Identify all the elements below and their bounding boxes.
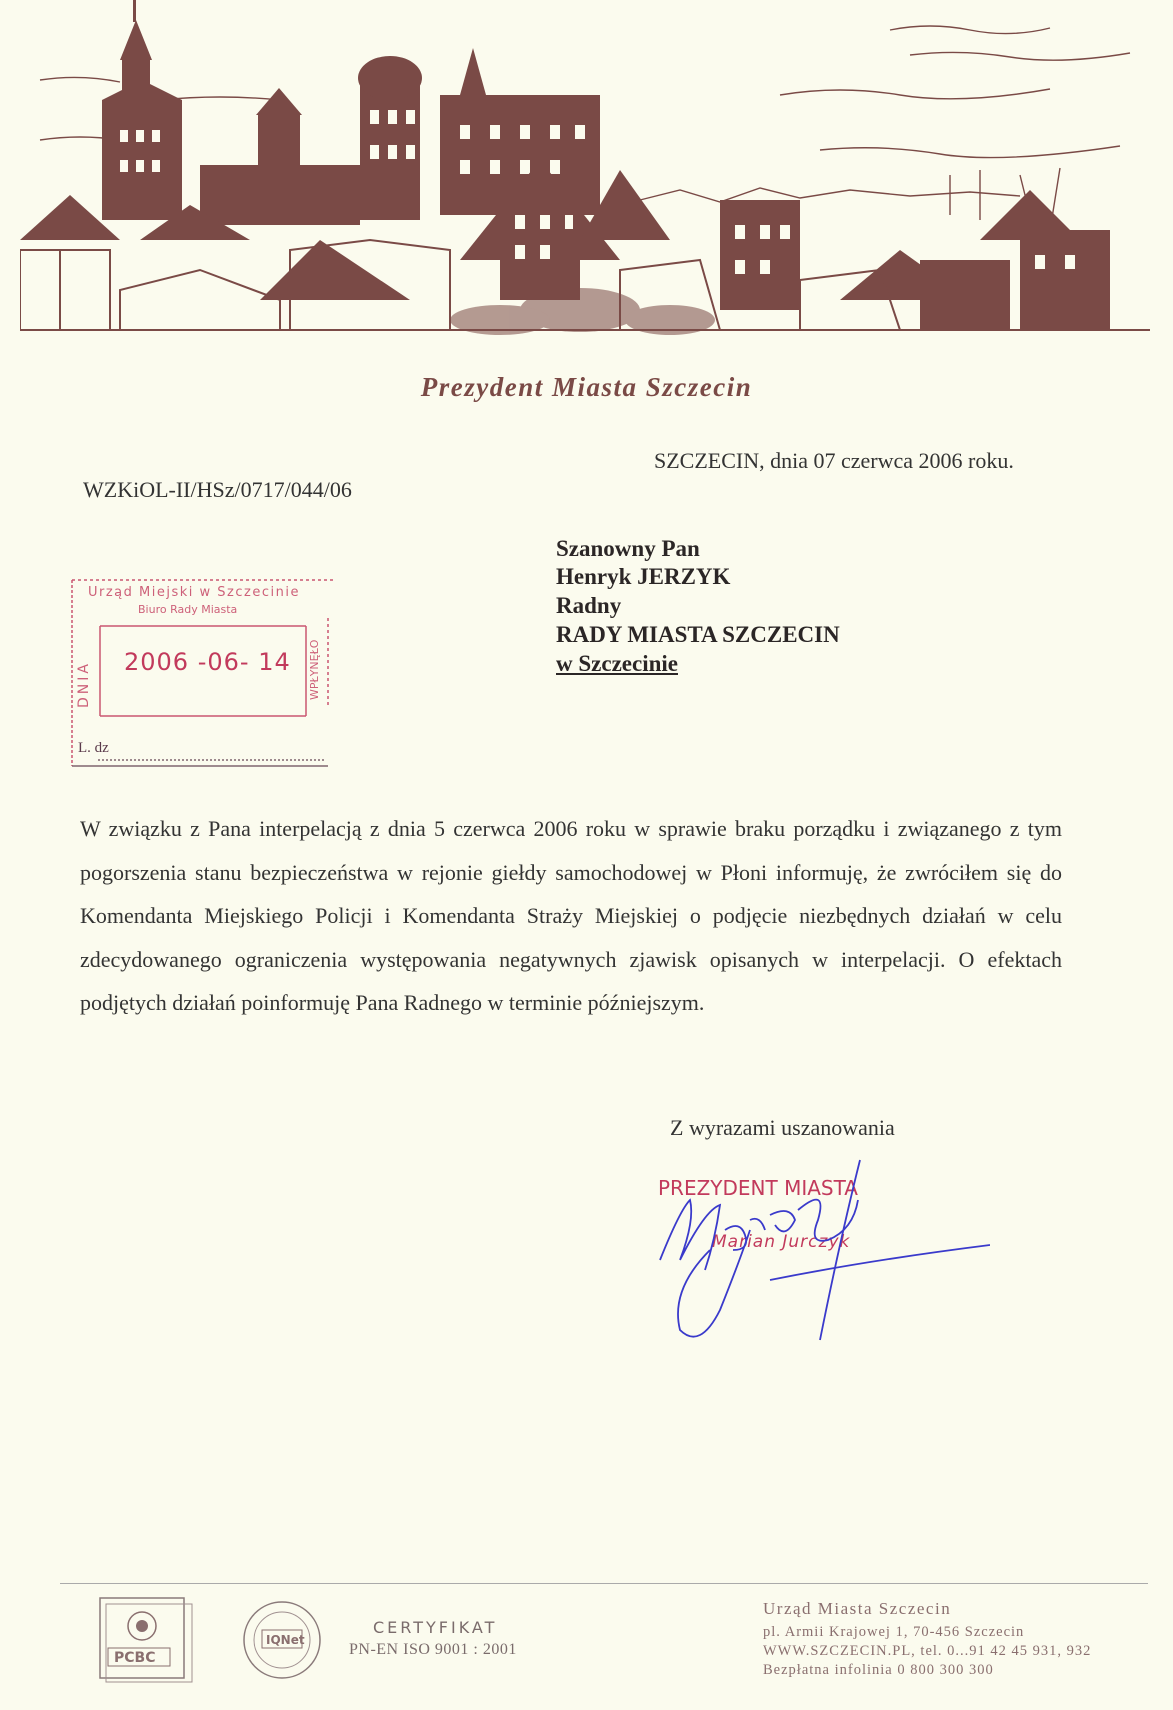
addressee-city: w Szczecinie xyxy=(556,651,678,676)
addressee-salutation: Szanowny Pan xyxy=(556,536,700,561)
svg-text:PCBC: PCBC xyxy=(114,1650,156,1666)
closing-phrase: Z wyrazami uszanowania xyxy=(670,1115,895,1140)
footer-divider xyxy=(60,1583,1148,1584)
certificate-standard: PN-EN ISO 9001 : 2001 xyxy=(349,1641,517,1658)
footer-contact: WWW.SZCZECIN.PL, tel. 0...91 42 45 931, 932 xyxy=(763,1643,1092,1659)
pcbc-logo xyxy=(98,1596,198,1684)
szczecin-skyline-illustration xyxy=(20,0,1150,365)
handwritten-signature xyxy=(650,1150,990,1350)
stamp-received-date: 2006 -06- 14 xyxy=(124,648,291,676)
letter-body: W związku z Pana interpelacją z dnia 5 czerwca 2006 roku w sprawie braku porządku i związanego z tym pogorszenia stanu bezpieczeństwa w rejonie giełdy samochodowej w Płoni informuję, że zwróciłem się do Komendanta Miejskiego Policji i Komendanta Straży Miejskiej o podjęcie niezbędnych działań w celu zdecydowanego ograniczenia występowania negatywnych zjawisk opisanych w interpelacji. O efektach podjętych działań poinformuję Pana Radnego w terminie późniejszym. xyxy=(80,816,1062,1015)
footer-infoline: Bezpłatna infolinia 0 800 300 300 xyxy=(763,1662,994,1678)
stamp-ldz: L. dz xyxy=(78,740,109,756)
stamp-office: Urząd Miejski w Szczecinie xyxy=(88,585,300,600)
iqnet-logo xyxy=(240,1598,325,1683)
signature-title: PREZYDENT MIASTA xyxy=(658,1176,858,1200)
stamp-department: Biuro Rady Miasta xyxy=(138,603,238,616)
footer-office-name: Urząd Miasta Szczecin xyxy=(763,1599,952,1618)
addressee-role: Radny xyxy=(556,593,622,618)
footer-address: pl. Armii Krajowej 1, 70-456 Szczecin xyxy=(763,1624,1025,1640)
svg-text:IQNet: IQNet xyxy=(266,1633,305,1647)
stamp-side-label: DNIA xyxy=(76,661,92,708)
letter-date: SZCZECIN, dnia 07 czerwca 2006 roku. xyxy=(654,448,1014,473)
reference-number: WZKiOL-II/HSz/0717/044/06 xyxy=(83,477,352,502)
office-title: Prezydent Miasta Szczecin xyxy=(420,372,753,402)
signature-name: Marian Jurczyk xyxy=(712,1232,851,1252)
stamp-side-right: WPŁYNĘŁO xyxy=(308,639,321,700)
addressee-council: RADY MIASTA SZCZECIN xyxy=(556,622,840,647)
addressee-name: Henryk JERZYK xyxy=(556,564,731,589)
certificate-title: CERTYFIKAT xyxy=(373,1618,498,1637)
